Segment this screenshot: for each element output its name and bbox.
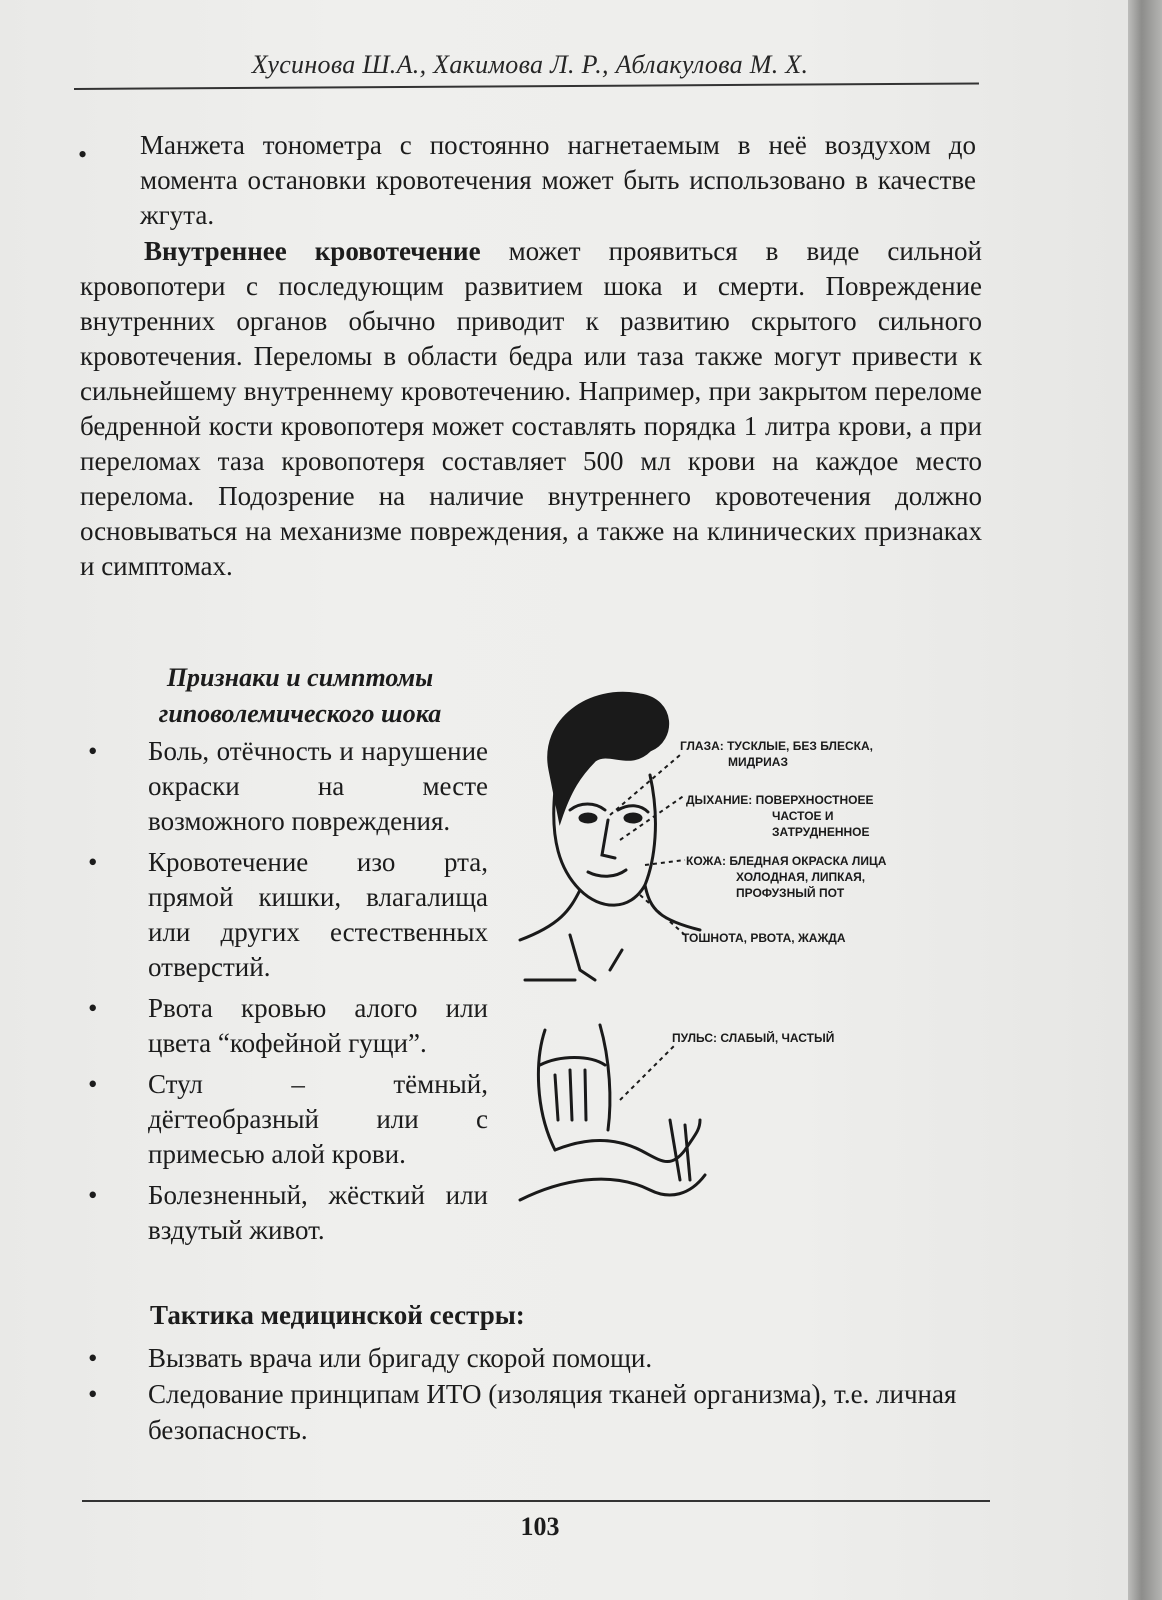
tactics-list [88, 1340, 988, 1448]
header-rule [74, 82, 979, 90]
skin-label-cont: ХОЛОДНАЯ, ЛИПКАЯ, [736, 870, 866, 884]
shock-signs-illustration [500, 680, 960, 1240]
list-item [88, 734, 488, 839]
list-item-text: Кровотечение изо рта, прямой кишки, влагалища или других естественных отверстий. [148, 847, 488, 982]
eyes-label: ГЛАЗА: ТУСКЛЫЕ, БЕЗ БЛЕСКА, [680, 739, 873, 753]
list-item [88, 1340, 988, 1376]
list-item-text: Болезненный, жёсткий или вздутый живот. [148, 1180, 488, 1245]
bullet-icon: • [88, 736, 98, 766]
skin-label: КОЖА: БЛЕДНАЯ ОКРАСКА ЛИЦА [686, 854, 887, 868]
breath-label-cont: ЧАСТОЕ И [772, 809, 834, 823]
nausea-label: ТОШНОТА, РВОТА, ЖАЖДА [682, 931, 846, 945]
bullet-icon: • [88, 1343, 98, 1373]
list-item-text: Рвота кровью алого или цвета “кофейной гущи”. [148, 993, 488, 1058]
face-drawing-icon [520, 693, 700, 980]
wrist-drawing-icon [520, 1025, 705, 1200]
list-item [88, 991, 488, 1061]
page-number: 103 [520, 1512, 560, 1541]
symptoms-heading [100, 660, 500, 732]
eyes-label-cont: МИДРИАЗ [728, 755, 788, 769]
list-item [88, 1067, 488, 1172]
bullet-icon: • [88, 847, 98, 877]
running-header: Хусинова Ш.А., Хакимова Л. Р., Аблакулова М. Х. [251, 50, 809, 79]
paragraph-bold-lead: Внутреннее кровотечение [144, 236, 481, 266]
skin-label-cont2: ПРОФУЗНЫЙ ПОТ [736, 886, 845, 900]
bullet-icon: • [88, 1379, 98, 1409]
tactics-heading: Тактика медицинской сестры: [150, 1300, 525, 1330]
internal-bleeding-paragraph [80, 234, 982, 584]
symptoms-heading-line2: гиповолемического шока [158, 699, 442, 728]
page-edge-shadow [1128, 0, 1162, 1600]
list-item-text: Стул – тёмный, дёгтеобразный или с примесью алой крови. [148, 1069, 488, 1169]
symptoms-list [88, 734, 488, 1254]
list-item [88, 1376, 988, 1448]
pulse-label: ПУЛЬС: СЛАБЫЙ, ЧАСТЫЙ [672, 1031, 835, 1045]
bullet-icon: • [78, 140, 88, 169]
bullet-icon: • [88, 1069, 98, 1099]
list-item [88, 845, 488, 985]
list-item-text: Боль, отёчность и нарушение окраски на месте возможного повреждения. [148, 736, 488, 836]
footer-rule [82, 1500, 990, 1502]
list-item [88, 1178, 488, 1248]
list-item-text: Вызвать врача или бригаду скорой помощи. [148, 1343, 653, 1373]
list-item-text: Следование принципам ИТО (изоляция тканей организма), т.е. личная безопасность. [148, 1379, 957, 1445]
bullet-icon: • [88, 993, 98, 1023]
bullet-icon: • [88, 1180, 98, 1210]
breath-label: ДЫХАНИЕ: ПОВЕРХНОСТНОЕЕ [686, 793, 874, 807]
breath-label-cont2: ЗАТРУДНЕННОЕ [772, 825, 870, 839]
paragraph-body: может проявиться в виде сильной кровопотери с последующим развитием шока и смерти. Повреждение внутренних органов обычно приводит к развитию скрытого сильного кровотечения. Переломы в области бедра или таза также могут привести к сильнейшему внутреннему кровотечению. Например, при закрытом переломе бедренной кости кровопотеря может составлять порядка 1 литра крови, а при переломах таза кровопотеря составляет 500 мл крови на каждое место перелома. Подозрение на наличие внутреннего кровотечения должно основываться на механизме повреждения, а также на клинических признаках и симптомах. [80, 236, 982, 581]
intro-bullet-text: Манжета тонометра с постоянно нагнетаемым в неё воздухом до момента остановки кровотечения может быть использовано в качестве жгута. [140, 130, 976, 230]
symptoms-heading-line1: Признаки и симптомы [166, 663, 434, 692]
